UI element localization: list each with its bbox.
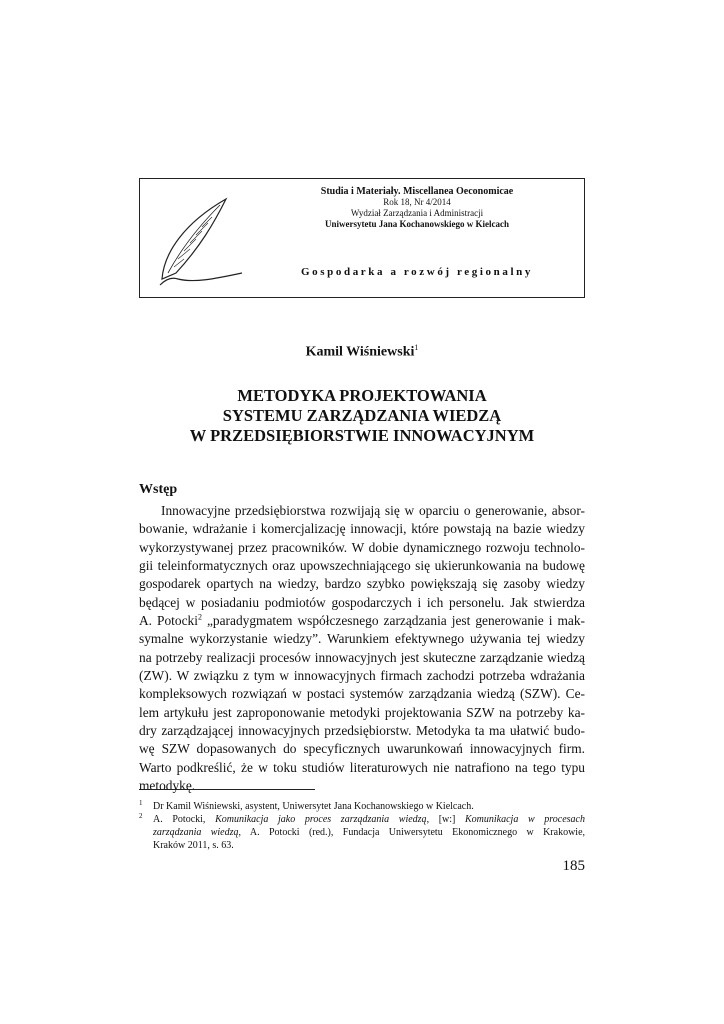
footnote-number: 2 (139, 812, 143, 820)
journal-header-box (139, 178, 585, 298)
footnote-line: Kraków 2011, s. 63. (153, 840, 234, 851)
footnote (139, 813, 585, 852)
paragraph-line: kompleksowych rozwiązań w postaci systemów zarządzania wiedzą (SZW). Ce- (139, 686, 585, 702)
paragraph-line: (ZW). W związku z tym w innowacyjnych firmach zachodzi potrzeba wdrażania (139, 668, 585, 684)
paragraph-line: będącej w posiadaniu podmiotów gospodarczych i ich personelu. Jak stwierdza (139, 594, 585, 610)
footnote-italic-text: zarządzania wiedzą (153, 827, 239, 838)
author-name-text: Kamil Wiśniewski (305, 344, 415, 360)
footnotes (139, 800, 585, 852)
paragraph-line: Innowacyjne przedsiębiorstwa rozwijają się w oparciu o generowanie, absor- (161, 503, 585, 518)
title-line: W PRZEDSIĘBIORSTWIE INNOWACYJNYM (189, 426, 535, 445)
footnote-line (153, 813, 585, 826)
footnote-text: , [w:] (426, 814, 465, 825)
journal-section: Gospodarka a rozwój regionalny (301, 266, 533, 278)
paragraph-line: symalne wykorzystanie wiedzy”. Warunkiem efektywnego używania tej wiedzy (139, 631, 585, 647)
author-footnote-ref: 1 (414, 343, 419, 352)
footnote (139, 800, 585, 813)
footnote-text: Dr Kamil Wiśniewski, asystent, Uniwersytet Jana Kochanowskiego w Kielcach. (153, 801, 474, 812)
paragraph-line: metodykę. (139, 778, 196, 794)
page-number: 185 (562, 858, 585, 874)
journal-title: Studia i Materiały. Miscellanea Oeconomicae (320, 186, 514, 197)
paragraph-line: wę SZW dopasowanych do specyficznych uwarunkowań innowacyjnych firm. (139, 741, 585, 757)
footnote-text: , A. Potocki (red.), Fundacja Uniwersytetu Ekonomicznego w Krakowie, (238, 827, 586, 838)
paragraph-line: Warto podkreślić, że w toku studiów literaturowych nie natrafiono na tego typu (139, 759, 585, 775)
footnote-divider (139, 789, 315, 790)
footnote-number: 1 (139, 799, 143, 807)
paragraph-text: „paradygmatem współczesnego zarządzania jest generowanie i mak- (206, 613, 585, 629)
paragraph-line: dry zarządzającej innowacyjnych przedsiębiorstw. Metodyka ta ma ułatwić budo- (139, 723, 585, 739)
journal-university: Uniwersytetu Jana Kochanowskiego w Kielcach (325, 219, 509, 229)
paragraph-line-with-ref (139, 612, 585, 630)
title-line: SYSTEMU ZARZĄDZANIA WIEDZĄ (222, 406, 502, 425)
section-heading: Wstęp (139, 482, 178, 497)
paragraph-line: bowanie, wdrażanie i komercjalizację innowacji, które powstają na bazie wiedzy (139, 521, 585, 537)
paragraph-line: wykorzystywanej przez pracowników. W dobie dynamicznego rozwoju technolo- (139, 539, 585, 555)
footnote-italic-text: Komunikacja w procesach (465, 814, 585, 825)
paragraph-line: gospodarek opartych na wiedzy, bardzo szybko powiększają się zasoby wiedzy (139, 576, 585, 592)
paragraph-line: lem artykułu jest zaproponowanie metodyki projektowania SZW na potrzeby ka- (139, 704, 585, 720)
paragraph-line: gii teleinformatycznych oraz upowszechniającego się ukierunkowania na budowę (139, 558, 585, 574)
paragraph-line: na potrzeby realizacji procesów innowacyjnych jest skuteczne zarządzanie wiedzą (139, 649, 585, 665)
journal-faculty: Wydział Zarządzania i Administracji (350, 208, 484, 218)
footnote-text: A. Potocki, (153, 814, 216, 825)
title-line: METODYKA PROJEKTOWANIA (237, 386, 487, 405)
journal-info (260, 186, 574, 230)
quill-icon (154, 193, 244, 293)
author-name (0, 343, 724, 361)
footnote-line (153, 826, 585, 839)
body-paragraph (139, 502, 585, 796)
journal-issue: Rok 18, Nr 4/2014 (383, 197, 451, 207)
footnote-ref: 2 (197, 612, 202, 622)
article-title (0, 386, 724, 446)
paragraph-text: A. Potocki (139, 613, 198, 629)
footnote-italic-text: Komunikacja jako proces zarządzania wiedzą (215, 814, 427, 825)
